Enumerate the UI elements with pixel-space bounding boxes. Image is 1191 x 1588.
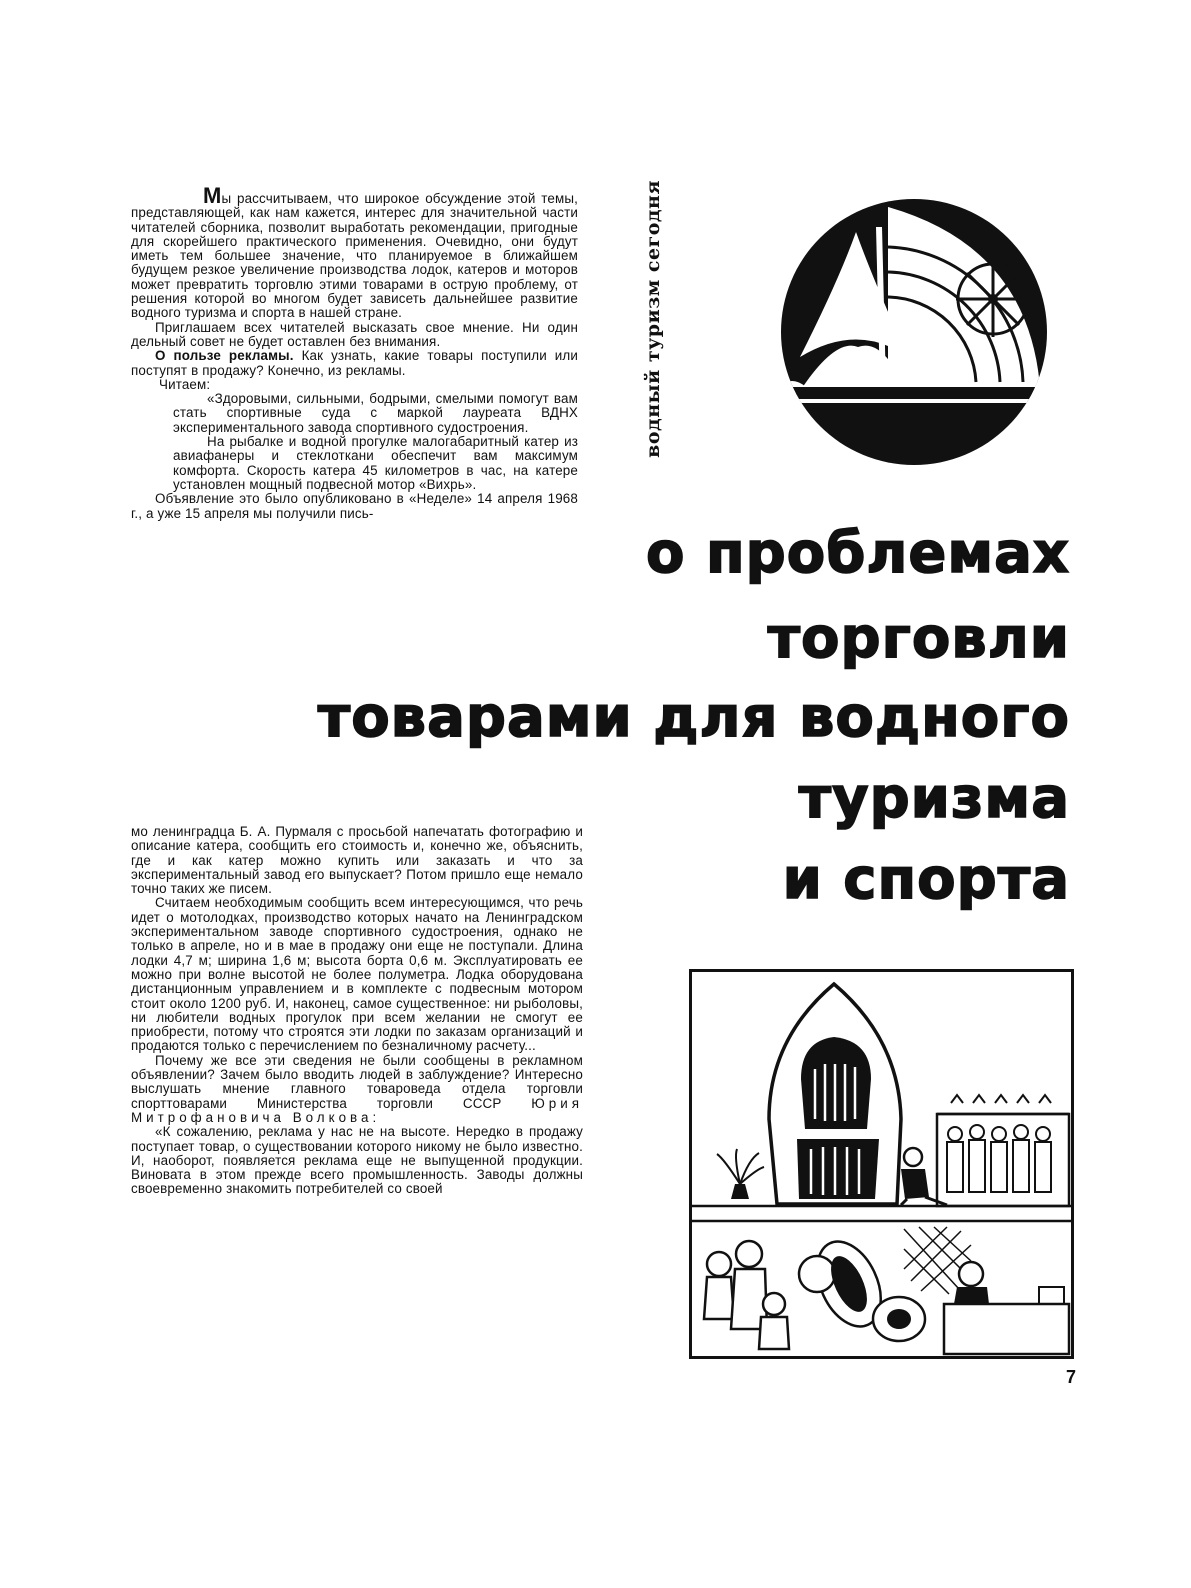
ad-quote-2: На рыбалке и водной прогулке малогабаритный катер из авиафанеры и стеклоткани обеспечит вам максимум комфорта. Скорость катера 45 километров в час, на катере установлен мощный подвесной мотор «Вихрь».	[173, 434, 578, 492]
ad-quote-1: «Здоровыми, сильными, бодрыми, смелыми помогут вам стать спортивные суда с маркой лауреата ВДНХ экспериментального завода спортивного судостроения.	[173, 391, 578, 435]
question-paragraph	[131, 1054, 583, 1125]
intro-text: ы рассчитываем, что широкое обсуждение этой темы, представляющей, как нам кажется, интерес для значительной части читателей сборника, позволит выработать рекомендации, пригодные для скорейшего практического применения. Очевидно, они будут иметь тем большее значение, что планируемое в ближайшем будущем резкое увеличение производства лодок, катеров и моторов может превратить торговлю этими товарами в острую проблему, от решения которой во многом будет зависеть дальнейшее развитие водного туризма и спорта в нашей стране.	[131, 191, 578, 321]
announcement-paragraph: Объявление это было опубликовано в «Неделе» 14 апреля 1968 г., а уже 15 апреля мы получили пись-	[131, 491, 578, 521]
headline-line-5: и спорта	[782, 847, 1070, 912]
reading-paragraph: Читаем:	[159, 376, 211, 392]
official-name: Юрия Митрофановича Волкова	[131, 1095, 583, 1125]
drop-cap: М	[203, 183, 222, 208]
official-quote-paragraph: «К сожалению, реклама у нас не на высоте. Нередко в продажу поступает товар, о существовании которого никому не было известно. И, наоборот, появляется реклама еще не выпущенной продукции. Виновата в этом прежде всего промышленность. Заводы должны своевременно знакомить потребителей со своей	[131, 1124, 583, 1197]
advertising-paragraph	[131, 349, 578, 378]
sailboat-emblem-illustration	[778, 187, 1050, 477]
question-text: Почему же все эти сведения не были сообщены в рекламном объявлении? Зачем было вводить людей в заблуждение? Интересно выслушать мнение главного товароведа отдела торговли спорттоварами Министерства торговли СССР	[131, 1052, 583, 1111]
letter-paragraph: мо ленинградца Б. А. Пурмаля с просьбой напечатать фотографию и описание катера, сообщить его стоимость и, конечно же, объяснить, где и как катер можно купить или заказать и что за экспериментальный завод его выпускает? Потом пришло еще немало точно таких же писем.	[131, 824, 583, 897]
headline-line-2: торговли	[767, 606, 1070, 671]
boat-shop-cartoon-illustration	[689, 969, 1074, 1359]
page-number: 7	[1066, 1367, 1077, 1387]
invitation-paragraph: Приглашаем всех читателей высказать свое мнение. Ни один дельный совет не будет оставлен без внимания.	[131, 319, 578, 349]
colon-text: :	[372, 1109, 377, 1125]
intro-paragraph	[131, 183, 578, 321]
headline-line-3: товарами для водного	[317, 685, 1070, 750]
article-column-bottom	[131, 825, 583, 1197]
article-column-top	[131, 183, 579, 521]
motorboat-paragraph: Считаем необходимым сообщить всем интересующимся, что речь идет о мотолодках, производство которых начато на Ленинградском экспериментальном заводе спортивного судостроения, однако не только в апреле, но и в мае в продажу они еще не поступали. Длина лодки 4,7 м; ширина 1,6 м; высота борта 0,6 м. Эксплуатировать ее можно при волне высотой не более полуметра. Лодка оборудована дистанционным управлением и в комплекте с подвесным мотором стоит около 1200 руб. И, наконец, самое существенное: ни рыболовы, ни любители водных прогулок при всем желании не смогут ее приобрести, потому что строятся эти лодки по заказам организаций и продаются только с перечислением по безналичному расчету...	[131, 895, 583, 1054]
rubric-vertical: водный туризм сегодня	[642, 180, 664, 458]
headline-line-1: о проблемах	[646, 521, 1070, 586]
section-heading: О пользе рекламы.	[155, 348, 294, 364]
advertising-text: Как узнать, какие товары поступили или поступят в продажу? Конечно, из рекламы.	[131, 348, 579, 378]
headline-line-4: туризма	[798, 766, 1070, 831]
